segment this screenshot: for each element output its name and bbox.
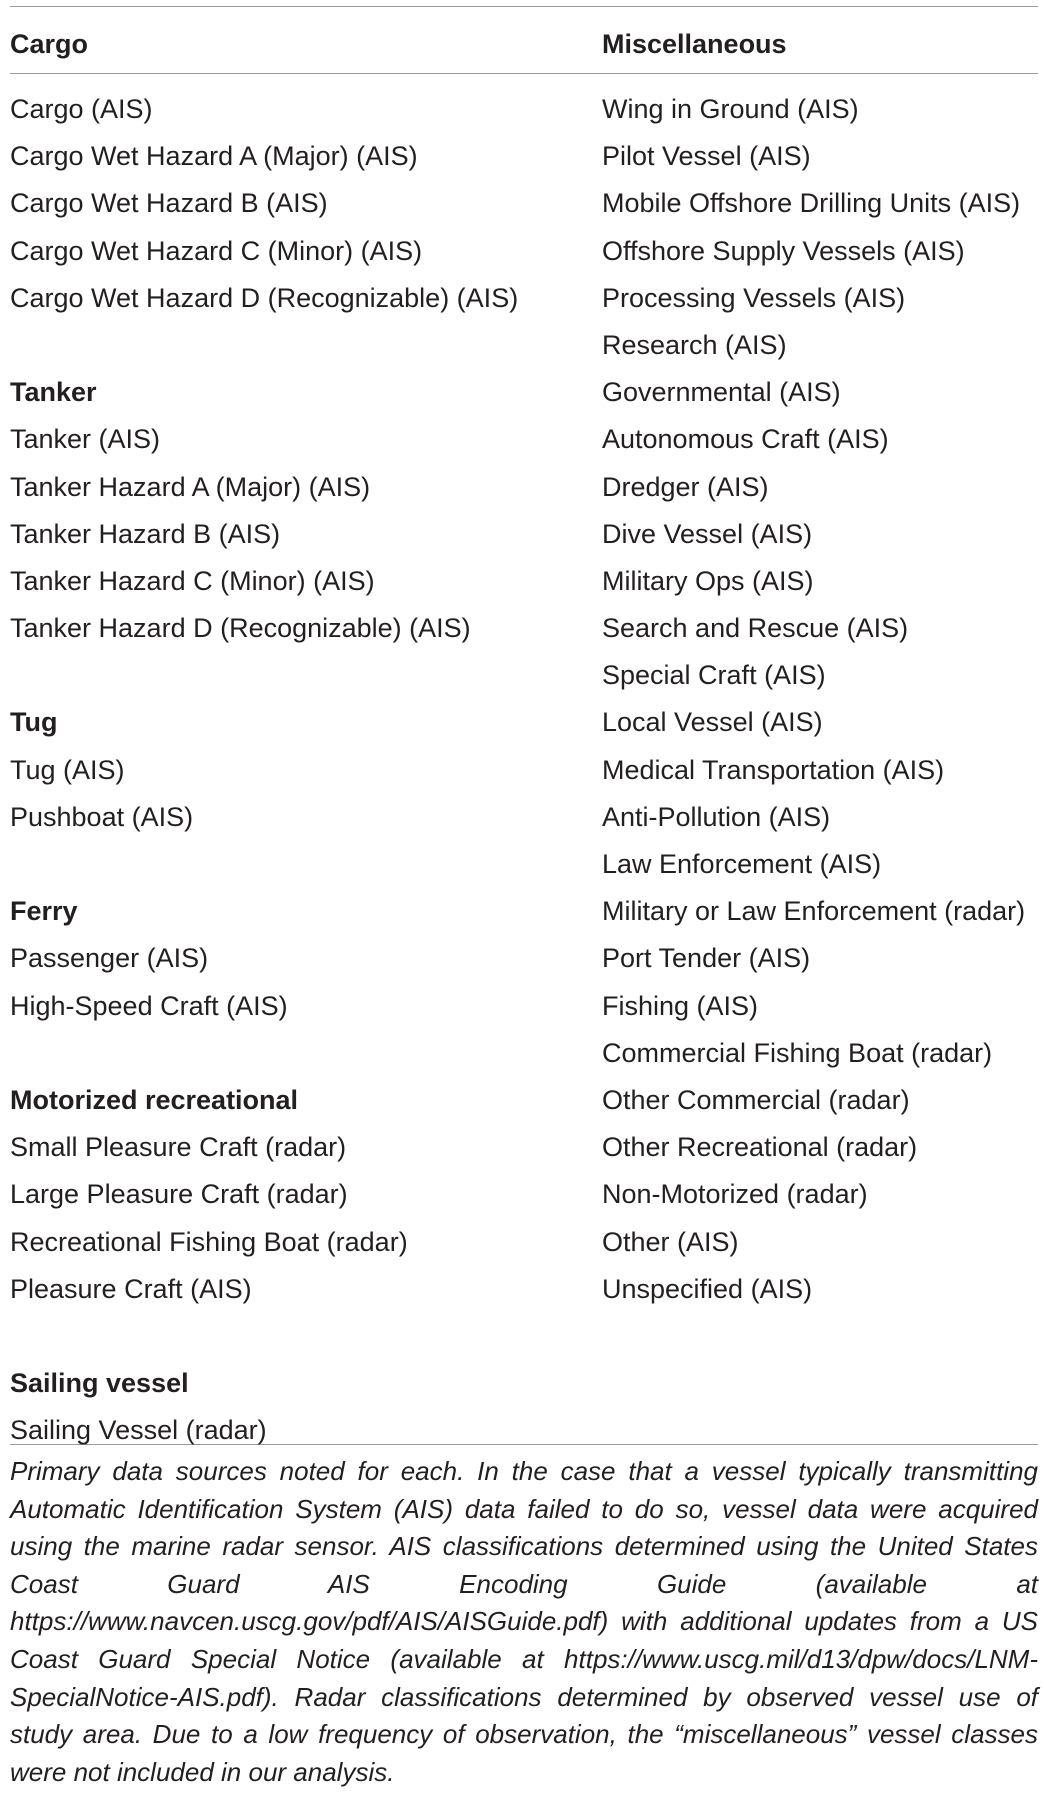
- spacer-row: [10, 1030, 518, 1077]
- vessel-class-item: Fishing (AIS): [602, 990, 759, 1021]
- category-heading: Ferry: [10, 896, 78, 927]
- vessel-class-item: Recreational Fishing Boat (radar): [10, 1226, 408, 1257]
- vessel-class-item: Military or Law Enforcement (radar): [602, 896, 1026, 927]
- category-heading: Tanker: [10, 377, 97, 408]
- vessel-class-item: Passenger (AIS): [10, 943, 209, 974]
- vessel-class-item: Tanker Hazard C (Minor) (AIS): [10, 565, 375, 596]
- category-heading: Sailing vessel: [10, 1368, 189, 1399]
- table-header: [10, 7, 1038, 73]
- category-heading: Motorized recreational: [10, 1084, 299, 1115]
- vessel-class-item: Non-Motorized (radar): [602, 1179, 868, 1210]
- vessel-class-item: Large Pleasure Craft (radar): [10, 1179, 348, 1210]
- vessel-class-item: Tanker (AIS): [10, 424, 161, 455]
- vessel-class-item: High-Speed Craft (AIS): [10, 990, 288, 1021]
- vessel-class-item: Anti-Pollution (AIS): [602, 801, 831, 832]
- vessel-class-item: Mobile Offshore Drilling Units (AIS): [602, 188, 1021, 219]
- vessel-class-item: Tanker Hazard B (AIS): [10, 518, 281, 549]
- vessel-class-item: Research (AIS): [602, 329, 787, 360]
- right-column: [602, 86, 1025, 1313]
- vessel-class-item: Local Vessel (AIS): [602, 707, 823, 738]
- vessel-class-item: Commercial Fishing Boat (radar): [602, 1037, 993, 1068]
- table-footnote: Primary data sources noted for each. In the case that a vessel typically transmitting Automatic Identification System (AIS) data failed to do so, vessel data were acquired using the marine radar sensor. AIS classifications determined using the United States Coast Guard AIS Encoding Guide (available at https://www.navcen.uscg.gov/pdf/AIS/AISGuide.pdf) with additional updates from a US Coast Guard Special Notice (available at https://www.uscg.mil/d13/dpw/docs/LNM-SpecialNotice-AIS.pdf). Radar classifications determined by observed vessel use of study area. Due to a low frequency of observation, the “miscellaneous” vessel classes were not included in our analysis.: [10, 1456, 1038, 1787]
- vessel-class-item: Pushboat (AIS): [10, 801, 194, 832]
- vessel-class-item: Cargo Wet Hazard C (Minor) (AIS): [10, 235, 423, 266]
- vessel-class-item: Other (AIS): [602, 1226, 739, 1257]
- vessel-class-item: Special Craft (AIS): [602, 660, 826, 691]
- vessel-class-item: Dredger (AIS): [602, 471, 769, 502]
- vessel-class-item: Offshore Supply Vessels (AIS): [602, 235, 965, 266]
- vessel-class-item: Sailing Vessel (radar): [10, 1415, 267, 1446]
- spacer-row: [10, 841, 518, 888]
- vessel-class-item: Cargo Wet Hazard A (Major) (AIS): [10, 141, 418, 172]
- vessel-class-item: Governmental (AIS): [602, 377, 841, 408]
- vessel-class-item: Autonomous Craft (AIS): [602, 424, 889, 455]
- vessel-class-item: Other Commercial (radar): [602, 1084, 910, 1115]
- vessel-class-item: Military Ops (AIS): [602, 565, 814, 596]
- vessel-class-item: Tanker Hazard A (Major) (AIS): [10, 471, 371, 502]
- vessel-class-item: Pilot Vessel (AIS): [602, 141, 811, 172]
- vessel-class-item: Tanker Hazard D (Recognizable) (AIS): [10, 613, 471, 644]
- header-miscellaneous: Miscellaneous: [602, 29, 787, 59]
- vessel-class-item: Pleasure Craft (AIS): [10, 1273, 252, 1304]
- vessel-class-item: Port Tender (AIS): [602, 943, 811, 974]
- vessel-classification-table: [10, 6, 1038, 1791]
- vessel-class-item: Medical Transportation (AIS): [602, 754, 945, 785]
- table-body: [10, 74, 1038, 1444]
- spacer-row: [10, 1313, 518, 1360]
- vessel-class-item: Search and Rescue (AIS): [602, 613, 909, 644]
- spacer-row: [10, 652, 518, 699]
- vessel-class-item: Dive Vessel (AIS): [602, 518, 813, 549]
- vessel-class-item: Cargo Wet Hazard B (AIS): [10, 188, 328, 219]
- vessel-class-item: Tug (AIS): [10, 754, 125, 785]
- left-column: [10, 86, 518, 1454]
- vessel-class-item: Unspecified (AIS): [602, 1273, 813, 1304]
- vessel-class-item: Wing in Ground (AIS): [602, 94, 859, 124]
- vessel-class-item: Cargo Wet Hazard D (Recognizable) (AIS): [10, 282, 519, 313]
- spacer-row: [10, 322, 518, 369]
- header-cargo: Cargo: [10, 29, 89, 59]
- vessel-class-item: Law Enforcement (AIS): [602, 849, 882, 879]
- vessel-class-item: Small Pleasure Craft (radar): [10, 1132, 347, 1163]
- category-heading: Tug: [10, 707, 58, 738]
- vessel-class-item: Processing Vessels (AIS): [602, 282, 906, 313]
- vessel-class-item: Cargo (AIS): [10, 94, 153, 124]
- vessel-class-item: Other Recreational (radar): [602, 1132, 918, 1163]
